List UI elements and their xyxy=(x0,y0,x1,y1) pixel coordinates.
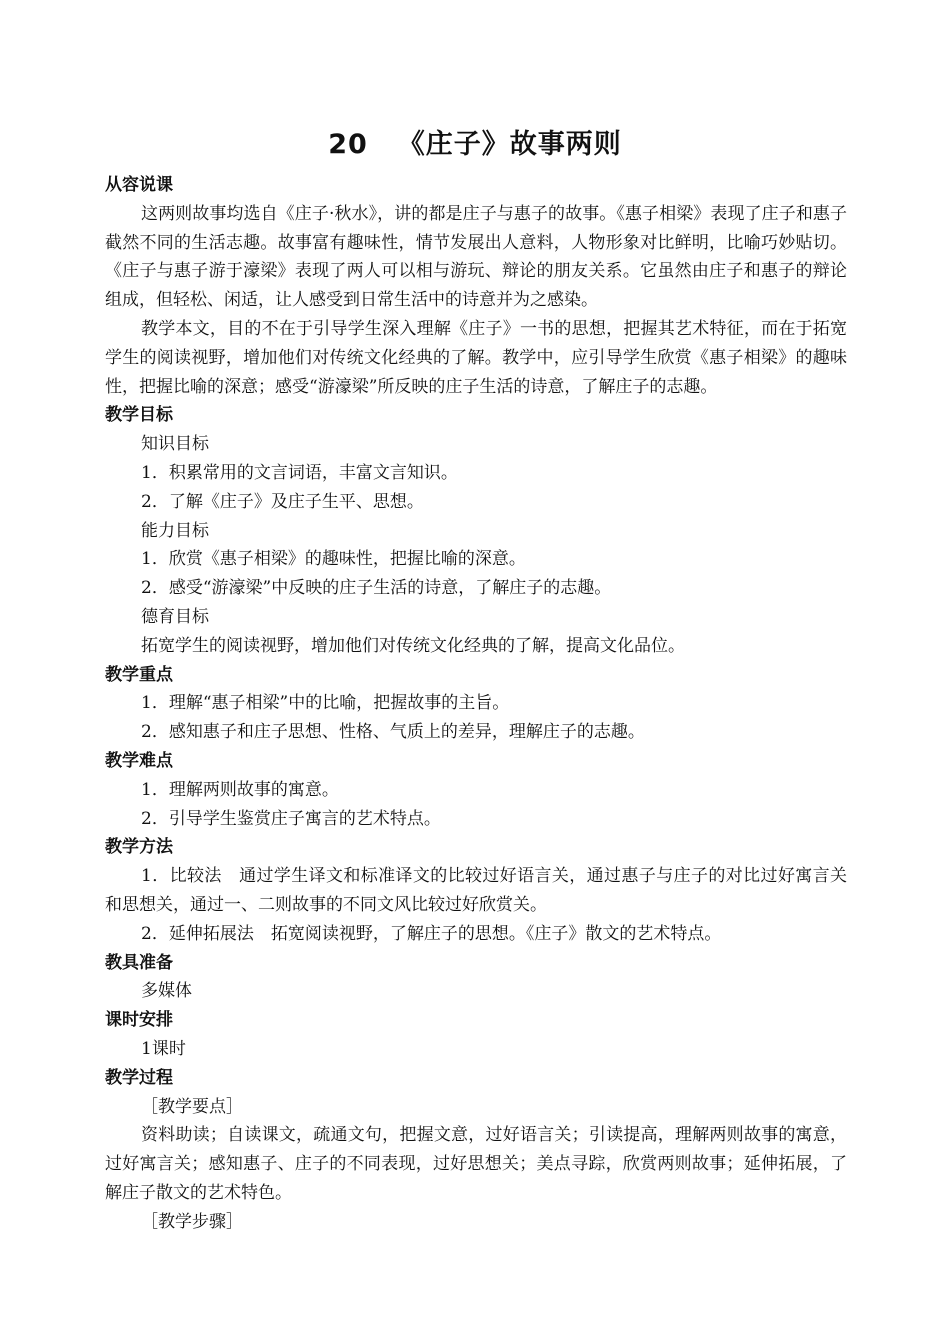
teaching-steps-label: ［教学步骤］ xyxy=(141,1211,243,1232)
intro-paragraph-1: 这两则故事均选自《庄子·秋水》，讲的都是庄子与惠子的故事。《惠子相梁》表现了庄子和惠子截然不同的生活志趣。故事富有趣味性，情节发展出人意料，人物形象对比鲜明，比喻巧妙贴切。《庄子与惠子游于濠梁》表现了两人可以相与游玩、辩论的朋友关系。它虽然由庄子和惠子的辩论组成，但轻松、闲适，让人感受到日常生活中的诗意并为之感染。 xyxy=(105,203,847,311)
ability-goal-item: 2．感受“游濠梁”中反映的庄子生活的诗意，了解庄子的志趣。 xyxy=(141,578,612,599)
section-heading-methods: 教学方法 xyxy=(105,837,173,858)
section-heading-intro: 从容说课 xyxy=(105,175,173,195)
intro-paragraph-2: 教学本文，目的不在于引导学生深入理解《庄子》一书的思想，把握其艺术特征，而在于拓宽学生的阅读视野，增加他们对传统文化经典的了解。教学中，应引导学生欣赏《惠子相梁》的趣味性，把握比喻的深意；感受“游濠梁”所反映的庄子生活的诗意，了解庄子的志趣。 xyxy=(105,318,847,397)
difficulty-item: 2．引导学生鉴赏庄子寓言的艺术特点。 xyxy=(141,808,441,829)
schedule-text: 1课时 xyxy=(141,1038,186,1059)
key-point-item: 2．感知惠子和庄子思想、性格、气质上的差异，理解庄子的志趣。 xyxy=(141,722,645,743)
key-point-item: 1．理解“惠子相梁”中的比喻，把握故事的主旨。 xyxy=(141,693,510,714)
section-heading-process: 教学过程 xyxy=(105,1067,173,1088)
section-heading-tools: 教具准备 xyxy=(105,952,173,973)
teaching-points-label: ［教学要点］ xyxy=(141,1096,243,1117)
page-title xyxy=(0,122,950,161)
document-body xyxy=(105,171,847,1236)
section-heading-schedule: 课时安排 xyxy=(105,1010,173,1031)
moral-goal-item: 拓宽学生的阅读视野，增加他们对传统文化经典的了解，提高文化品位。 xyxy=(141,635,685,656)
moral-goal-label: 德育目标 xyxy=(141,606,209,627)
teaching-points-text: 资料助读；自读课文，疏通文句，把握文意，过好语言关；引读提高，理解两则故事的寓意，过好寓言关；感知惠子、庄子的不同表现，过好思想关；美点寻踪，欣赏两则故事；延伸拓展，了解庄子散文的艺术特色。 xyxy=(105,1125,847,1203)
knowledge-goal-item: 2．了解《庄子》及庄子生平、思想。 xyxy=(141,491,424,512)
lesson-number: 20 xyxy=(328,129,368,160)
ability-goal-item: 1．欣赏《惠子相梁》的趣味性，把握比喻的深意。 xyxy=(141,549,526,570)
knowledge-goal-item: 1．积累常用的文言词语，丰富文言知识。 xyxy=(141,462,458,483)
difficulty-item: 1．理解两则故事的寓意。 xyxy=(141,779,339,800)
ability-goal-label: 能力目标 xyxy=(141,520,209,541)
section-heading-goals: 教学目标 xyxy=(105,405,173,426)
section-heading-key-points: 教学重点 xyxy=(105,664,173,685)
method-item: 1．比较法 通过学生译文和标准译文的比较过好语言关，通过惠子与庄子的对比过好寓言关和思想关，通过一、二则故事的不同文风比较过好欣赏关。 xyxy=(105,866,847,915)
method-item: 2．延伸拓展法 拓宽阅读视野，了解庄子的思想。《庄子》散文的艺术特点。 xyxy=(141,923,722,944)
lesson-title: 《庄子》故事两则 xyxy=(397,129,622,160)
tools-text: 多媒体 xyxy=(141,981,192,1002)
section-heading-difficulties: 教学难点 xyxy=(105,750,173,771)
knowledge-goal-label: 知识目标 xyxy=(141,434,209,455)
